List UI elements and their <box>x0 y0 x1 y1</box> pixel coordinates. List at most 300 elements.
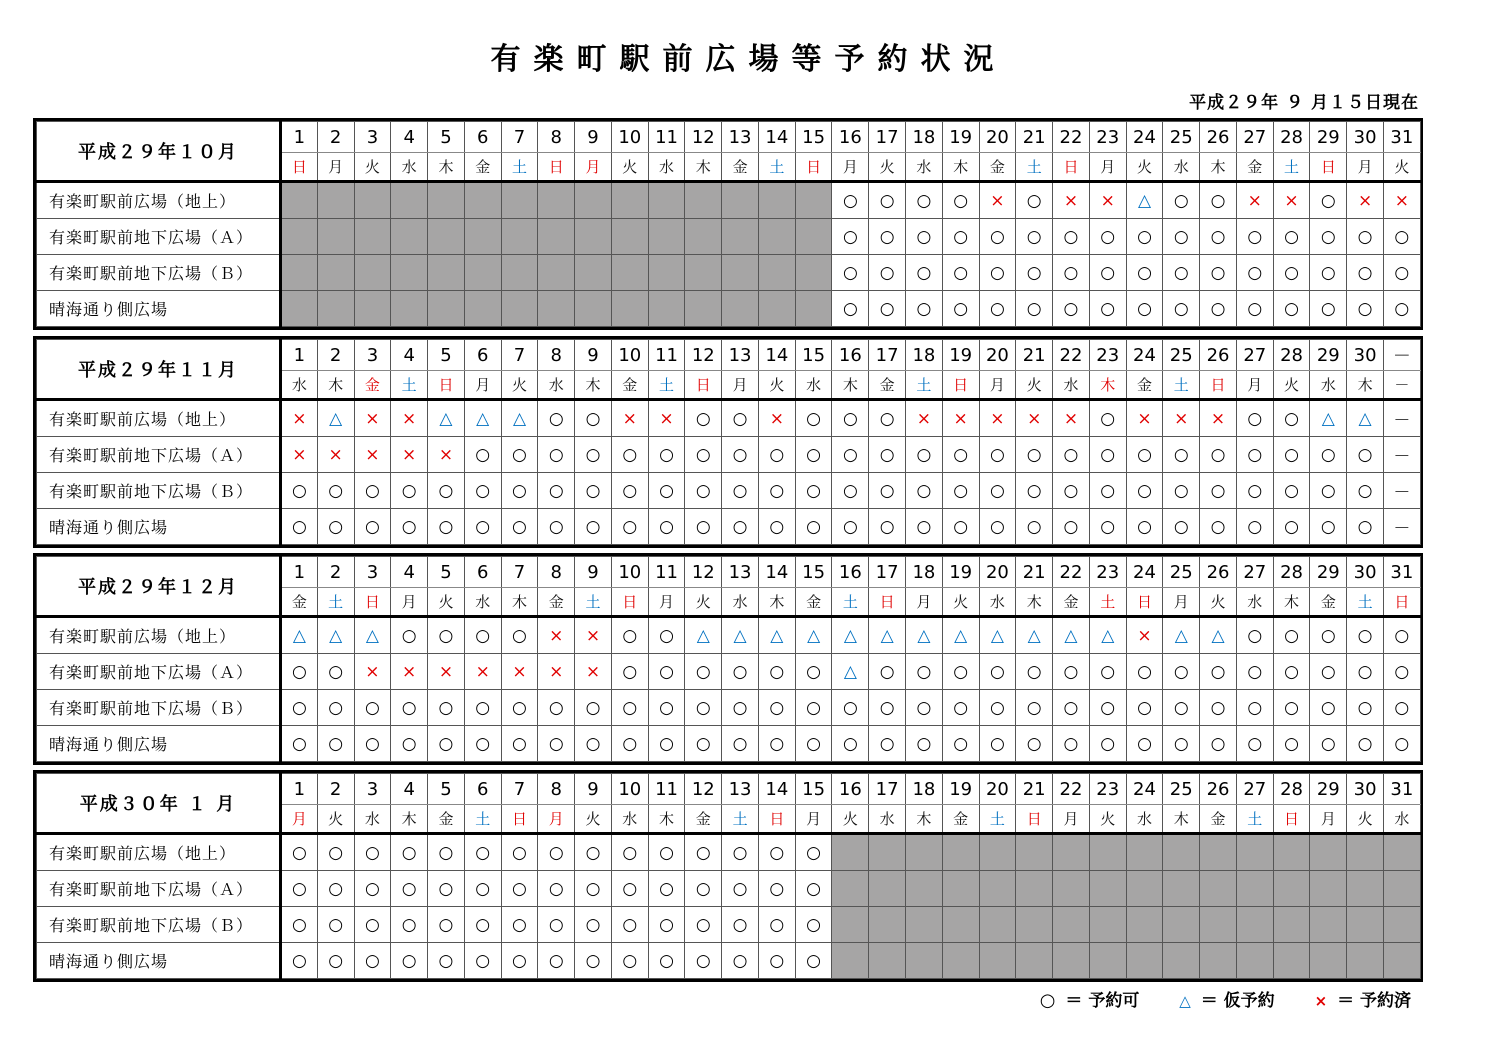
day-number: 26 <box>1200 122 1237 153</box>
tentative-mark: △ <box>979 617 1016 654</box>
unavailable-cell <box>869 871 906 907</box>
available-mark: ○ <box>685 473 722 509</box>
available-mark: ○ <box>1347 473 1384 509</box>
available-mark: ○ <box>795 690 832 726</box>
day-number: 27 <box>1236 557 1273 588</box>
available-mark: ○ <box>391 943 428 979</box>
unavailable-cell <box>795 182 832 219</box>
booked-mark: × <box>281 437 318 473</box>
day-number: 15 <box>795 774 832 805</box>
day-number: 25 <box>1163 774 1200 805</box>
available-mark: ○ <box>1273 291 1310 327</box>
available-mark: ○ <box>722 943 759 979</box>
unavailable-cell <box>1310 943 1347 979</box>
available-mark: ○ <box>1089 219 1126 255</box>
day-number: 24 <box>1126 122 1163 153</box>
available-mark: ○ <box>979 690 1016 726</box>
day-number: 13 <box>722 557 759 588</box>
available-mark: ○ <box>1347 654 1384 690</box>
available-mark: ○ <box>979 219 1016 255</box>
unavailable-cell <box>281 182 318 219</box>
unavailable-cell <box>979 834 1016 871</box>
weekday-label: 土 <box>722 805 759 834</box>
booked-mark: × <box>538 654 575 690</box>
day-number: 20 <box>979 774 1016 805</box>
available-mark: ○ <box>1236 690 1273 726</box>
weekday-label: 火 <box>611 153 648 182</box>
day-number: 19 <box>942 774 979 805</box>
available-mark: ○ <box>1163 219 1200 255</box>
available-mark: ○ <box>1310 255 1347 291</box>
day-number: 14 <box>758 340 795 371</box>
available-mark: ○ <box>538 437 575 473</box>
available-mark: ○ <box>354 943 391 979</box>
day-number: 13 <box>722 122 759 153</box>
venue-name: 晴海通り側広場 <box>37 726 281 762</box>
weekday-label: 木 <box>1347 371 1384 400</box>
available-mark: ○ <box>1089 255 1126 291</box>
weekday-label: 日 <box>538 153 575 182</box>
unavailable-cell <box>391 291 428 327</box>
available-mark: ○ <box>1310 654 1347 690</box>
available-mark: ○ <box>869 654 906 690</box>
tentative-mark: △ <box>281 617 318 654</box>
day-number: 12 <box>685 122 722 153</box>
available-mark: ○ <box>1236 617 1273 654</box>
tentative-mark: △ <box>1163 617 1200 654</box>
unavailable-cell <box>795 219 832 255</box>
unavailable-cell <box>281 291 318 327</box>
available-mark: ○ <box>1310 219 1347 255</box>
available-mark: ○ <box>1016 654 1053 690</box>
tentative-mark: △ <box>906 617 943 654</box>
day-number: 30 <box>1347 340 1384 371</box>
available-mark: ○ <box>906 726 943 762</box>
available-mark: ○ <box>464 943 501 979</box>
day-number: 15 <box>795 557 832 588</box>
weekday-label: 日 <box>1273 805 1310 834</box>
available-mark: ○ <box>795 400 832 437</box>
available-mark: ○ <box>391 617 428 654</box>
unavailable-cell <box>464 182 501 219</box>
available-mark: ○ <box>281 834 318 871</box>
unavailable-cell <box>832 943 869 979</box>
available-mark: ○ <box>611 871 648 907</box>
available-mark: ○ <box>1273 219 1310 255</box>
weekday-label: 月 <box>391 588 428 617</box>
venue-row <box>37 219 1421 255</box>
legend-booked <box>1311 991 1411 1011</box>
day-number: 30 <box>1347 774 1384 805</box>
tentative-mark: △ <box>869 617 906 654</box>
day-number: 19 <box>942 557 979 588</box>
available-mark: ○ <box>317 473 354 509</box>
available-mark: ○ <box>501 473 538 509</box>
booked-mark: × <box>575 617 612 654</box>
available-mark: ○ <box>685 400 722 437</box>
available-mark: ○ <box>758 907 795 943</box>
unavailable-cell <box>391 182 428 219</box>
available-mark: ○ <box>832 182 869 219</box>
available-mark: ○ <box>1236 437 1273 473</box>
unavailable-cell <box>1163 943 1200 979</box>
available-mark: ○ <box>538 907 575 943</box>
available-mark: ○ <box>1273 654 1310 690</box>
booked-mark: × <box>1016 400 1053 437</box>
available-mark: ○ <box>758 726 795 762</box>
no-date-mark: － <box>1383 437 1420 473</box>
unavailable-cell <box>685 219 722 255</box>
tentative-mark: △ <box>832 617 869 654</box>
month-block <box>33 770 1423 982</box>
venue-name: 有楽町駅前地下広場（Ｂ） <box>37 255 281 291</box>
day-number: 6 <box>464 774 501 805</box>
day-number: 1 <box>281 774 318 805</box>
available-mark: ○ <box>1310 437 1347 473</box>
available-mark: ○ <box>1053 690 1090 726</box>
booked-mark: × <box>979 182 1016 219</box>
weekday-label: 水 <box>464 588 501 617</box>
available-mark: ○ <box>1126 255 1163 291</box>
available-mark: ○ <box>1016 509 1053 545</box>
booked-mark: × <box>611 400 648 437</box>
unavailable-cell <box>501 219 538 255</box>
unavailable-cell <box>354 291 391 327</box>
legend-booked-label: ＝ 予約済 <box>1337 991 1411 1011</box>
weekday-label: 日 <box>281 153 318 182</box>
available-mark: ○ <box>464 437 501 473</box>
available-mark: ○ <box>354 473 391 509</box>
available-mark: ○ <box>501 834 538 871</box>
available-mark: ○ <box>1163 726 1200 762</box>
available-mark: ○ <box>648 437 685 473</box>
month-table <box>36 773 1421 979</box>
available-mark: ○ <box>538 834 575 871</box>
unavailable-cell <box>428 182 465 219</box>
available-mark: ○ <box>317 726 354 762</box>
weekday-label: 金 <box>869 371 906 400</box>
day-number: 13 <box>722 340 759 371</box>
month-label: 平成２９年１１月 <box>37 340 281 400</box>
available-mark: ○ <box>1053 291 1090 327</box>
day-number: 21 <box>1016 774 1053 805</box>
page-title: 有楽町駅前広場等予約状況 <box>490 42 1007 77</box>
venue-name: 晴海通り側広場 <box>37 943 281 979</box>
available-mark: ○ <box>1310 690 1347 726</box>
weekday-label: 木 <box>501 588 538 617</box>
weekday-label: 土 <box>391 371 428 400</box>
available-mark: ○ <box>1236 509 1273 545</box>
available-mark: ○ <box>942 473 979 509</box>
available-mark: ○ <box>317 907 354 943</box>
day-number: 24 <box>1126 774 1163 805</box>
available-mark: ○ <box>758 871 795 907</box>
unavailable-cell <box>832 907 869 943</box>
weekday-label: 土 <box>1273 153 1310 182</box>
unavailable-cell <box>1163 834 1200 871</box>
venue-row <box>37 690 1421 726</box>
venue-row <box>37 726 1421 762</box>
available-mark: ○ <box>942 219 979 255</box>
venue-row <box>37 907 1421 943</box>
available-mark: ○ <box>869 690 906 726</box>
unavailable-cell <box>758 182 795 219</box>
tentative-mark: △ <box>464 400 501 437</box>
weekday-label: 日 <box>1126 588 1163 617</box>
available-mark: ○ <box>1016 473 1053 509</box>
weekday-label: 日 <box>501 805 538 834</box>
booked-mark: × <box>464 654 501 690</box>
venue-row <box>37 871 1421 907</box>
available-mark: ○ <box>1126 654 1163 690</box>
day-number: 11 <box>648 557 685 588</box>
available-mark: ○ <box>869 726 906 762</box>
available-mark: ○ <box>648 690 685 726</box>
available-mark: ○ <box>464 907 501 943</box>
day-number: 30 <box>1347 557 1384 588</box>
booked-mark: × <box>979 400 1016 437</box>
day-number: 16 <box>832 340 869 371</box>
weekday-label: 月 <box>795 805 832 834</box>
tentative-symbol-icon: △ <box>1179 992 1191 1010</box>
unavailable-cell <box>428 219 465 255</box>
venue-row <box>37 943 1421 979</box>
unavailable-cell <box>1089 871 1126 907</box>
weekday-label: 水 <box>1053 371 1090 400</box>
tentative-mark: △ <box>795 617 832 654</box>
available-mark: ○ <box>648 907 685 943</box>
available-mark: ○ <box>869 400 906 437</box>
unavailable-cell <box>648 255 685 291</box>
day-number: 20 <box>979 122 1016 153</box>
day-number: 6 <box>464 122 501 153</box>
weekday-label: 日 <box>1016 805 1053 834</box>
unavailable-cell <box>1383 871 1420 907</box>
day-number: 12 <box>685 774 722 805</box>
day-number: 15 <box>795 122 832 153</box>
booked-symbol-icon: × <box>1314 992 1328 1010</box>
weekday-label: 火 <box>685 588 722 617</box>
available-mark: ○ <box>906 654 943 690</box>
weekday-label: 日 <box>354 588 391 617</box>
available-mark: ○ <box>979 726 1016 762</box>
unavailable-cell <box>354 182 391 219</box>
available-mark: ○ <box>648 509 685 545</box>
available-mark: ○ <box>1126 690 1163 726</box>
weekday-label: 水 <box>795 371 832 400</box>
available-mark: ○ <box>832 219 869 255</box>
available-mark: ○ <box>391 726 428 762</box>
unavailable-cell <box>1347 907 1384 943</box>
day-number: 5 <box>428 122 465 153</box>
month-block <box>33 118 1423 330</box>
venue-name: 有楽町駅前地下広場（Ｂ） <box>37 907 281 943</box>
day-number: 4 <box>391 122 428 153</box>
available-mark: ○ <box>1273 255 1310 291</box>
available-mark: ○ <box>1016 182 1053 219</box>
weekday-label: 木 <box>575 371 612 400</box>
day-number: 21 <box>1016 557 1053 588</box>
available-mark: ○ <box>1016 219 1053 255</box>
available-mark: ○ <box>464 834 501 871</box>
day-number: 9 <box>575 122 612 153</box>
day-number: 28 <box>1273 122 1310 153</box>
weekday-label: 金 <box>1200 805 1237 834</box>
unavailable-cell <box>942 907 979 943</box>
weekday-label: 金 <box>685 805 722 834</box>
weekday-label: 日 <box>1383 588 1420 617</box>
day-number: 27 <box>1236 774 1273 805</box>
weekday-label: 金 <box>942 805 979 834</box>
weekday-label: 水 <box>722 588 759 617</box>
unavailable-cell <box>685 182 722 219</box>
unavailable-cell <box>1273 871 1310 907</box>
available-mark: ○ <box>1016 255 1053 291</box>
available-mark: ○ <box>428 834 465 871</box>
unavailable-cell <box>428 255 465 291</box>
venue-name: 有楽町駅前地下広場（Ａ） <box>37 871 281 907</box>
available-mark: ○ <box>575 834 612 871</box>
weekday-label: 日 <box>758 805 795 834</box>
weekday-label: 水 <box>354 805 391 834</box>
day-number: 18 <box>906 557 943 588</box>
weekday-label: 火 <box>942 588 979 617</box>
day-number: 14 <box>758 122 795 153</box>
unavailable-cell <box>869 907 906 943</box>
weekday-label: 土 <box>1347 588 1384 617</box>
weekday-label: － <box>1383 371 1420 400</box>
weekday-label: 木 <box>1089 371 1126 400</box>
weekday-label: 火 <box>1016 371 1053 400</box>
available-mark: ○ <box>685 509 722 545</box>
available-mark: ○ <box>1236 255 1273 291</box>
day-number: 28 <box>1273 774 1310 805</box>
day-number: 22 <box>1053 340 1090 371</box>
available-mark: ○ <box>832 509 869 545</box>
tentative-mark: △ <box>1053 617 1090 654</box>
day-number: 21 <box>1016 122 1053 153</box>
available-mark: ○ <box>942 291 979 327</box>
available-mark: ○ <box>611 509 648 545</box>
unavailable-cell <box>428 291 465 327</box>
available-mark: ○ <box>1126 291 1163 327</box>
available-mark: ○ <box>685 943 722 979</box>
available-mark: ○ <box>1126 473 1163 509</box>
day-number: 7 <box>501 774 538 805</box>
available-mark: ○ <box>979 509 1016 545</box>
available-mark: ○ <box>1383 219 1420 255</box>
available-mark: ○ <box>1273 509 1310 545</box>
tentative-mark: △ <box>832 654 869 690</box>
weekday-label: 土 <box>464 805 501 834</box>
venue-name: 有楽町駅前広場（地上） <box>37 834 281 871</box>
available-mark: ○ <box>1089 437 1126 473</box>
day-number: 25 <box>1163 122 1200 153</box>
available-mark: ○ <box>1310 291 1347 327</box>
day-number: 18 <box>906 774 943 805</box>
day-number: 9 <box>575 774 612 805</box>
day-number: 29 <box>1310 774 1347 805</box>
unavailable-cell <box>1236 943 1273 979</box>
unavailable-cell <box>575 255 612 291</box>
available-mark: ○ <box>354 907 391 943</box>
available-mark: ○ <box>832 473 869 509</box>
available-mark: ○ <box>1163 291 1200 327</box>
day-number: 18 <box>906 340 943 371</box>
weekday-label: 月 <box>832 153 869 182</box>
weekday-label: 月 <box>317 153 354 182</box>
booked-mark: × <box>942 400 979 437</box>
unavailable-cell <box>317 255 354 291</box>
tentative-mark: △ <box>1089 617 1126 654</box>
available-mark: ○ <box>1383 255 1420 291</box>
available-mark: ○ <box>685 726 722 762</box>
venue-row <box>37 654 1421 690</box>
available-mark: ○ <box>575 943 612 979</box>
available-mark: ○ <box>942 182 979 219</box>
day-number: 1 <box>281 557 318 588</box>
venue-name: 有楽町駅前地下広場（Ｂ） <box>37 690 281 726</box>
unavailable-cell <box>869 834 906 871</box>
day-number: 25 <box>1163 340 1200 371</box>
weekday-label: 日 <box>1053 153 1090 182</box>
unavailable-cell <box>722 219 759 255</box>
available-mark: ○ <box>391 871 428 907</box>
booked-mark: × <box>906 400 943 437</box>
weekday-label: 火 <box>1200 588 1237 617</box>
tentative-mark: △ <box>1310 400 1347 437</box>
booked-mark: × <box>1383 182 1420 219</box>
day-number: 24 <box>1126 340 1163 371</box>
unavailable-cell <box>1163 907 1200 943</box>
unavailable-cell <box>1236 871 1273 907</box>
weekday-label: 水 <box>1310 371 1347 400</box>
weekday-label: 土 <box>648 371 685 400</box>
venue-name: 晴海通り側広場 <box>37 509 281 545</box>
day-number: 11 <box>648 774 685 805</box>
day-number: 21 <box>1016 340 1053 371</box>
available-mark: ○ <box>1089 400 1126 437</box>
available-mark: ○ <box>685 834 722 871</box>
available-mark: ○ <box>1053 219 1090 255</box>
available-mark: ○ <box>317 690 354 726</box>
weekday-label: 火 <box>1273 371 1310 400</box>
month-table <box>36 339 1421 545</box>
available-mark: ○ <box>648 834 685 871</box>
available-mark: ○ <box>942 255 979 291</box>
unavailable-cell <box>869 943 906 979</box>
available-mark: ○ <box>428 617 465 654</box>
weekday-label: 月 <box>1310 805 1347 834</box>
available-mark: ○ <box>611 726 648 762</box>
available-mark: ○ <box>1163 437 1200 473</box>
available-mark: ○ <box>575 726 612 762</box>
available-mark: ○ <box>906 690 943 726</box>
available-mark: ○ <box>942 690 979 726</box>
available-mark: ○ <box>1053 509 1090 545</box>
available-mark: ○ <box>1053 437 1090 473</box>
weekday-label: 日 <box>869 588 906 617</box>
unavailable-cell <box>722 291 759 327</box>
day-number: 10 <box>611 122 648 153</box>
available-mark: ○ <box>1347 617 1384 654</box>
unavailable-cell <box>1310 871 1347 907</box>
unavailable-cell <box>501 182 538 219</box>
weekday-label: 月 <box>979 371 1016 400</box>
unavailable-cell <box>685 255 722 291</box>
unavailable-cell <box>1016 834 1053 871</box>
available-mark: ○ <box>1200 255 1237 291</box>
